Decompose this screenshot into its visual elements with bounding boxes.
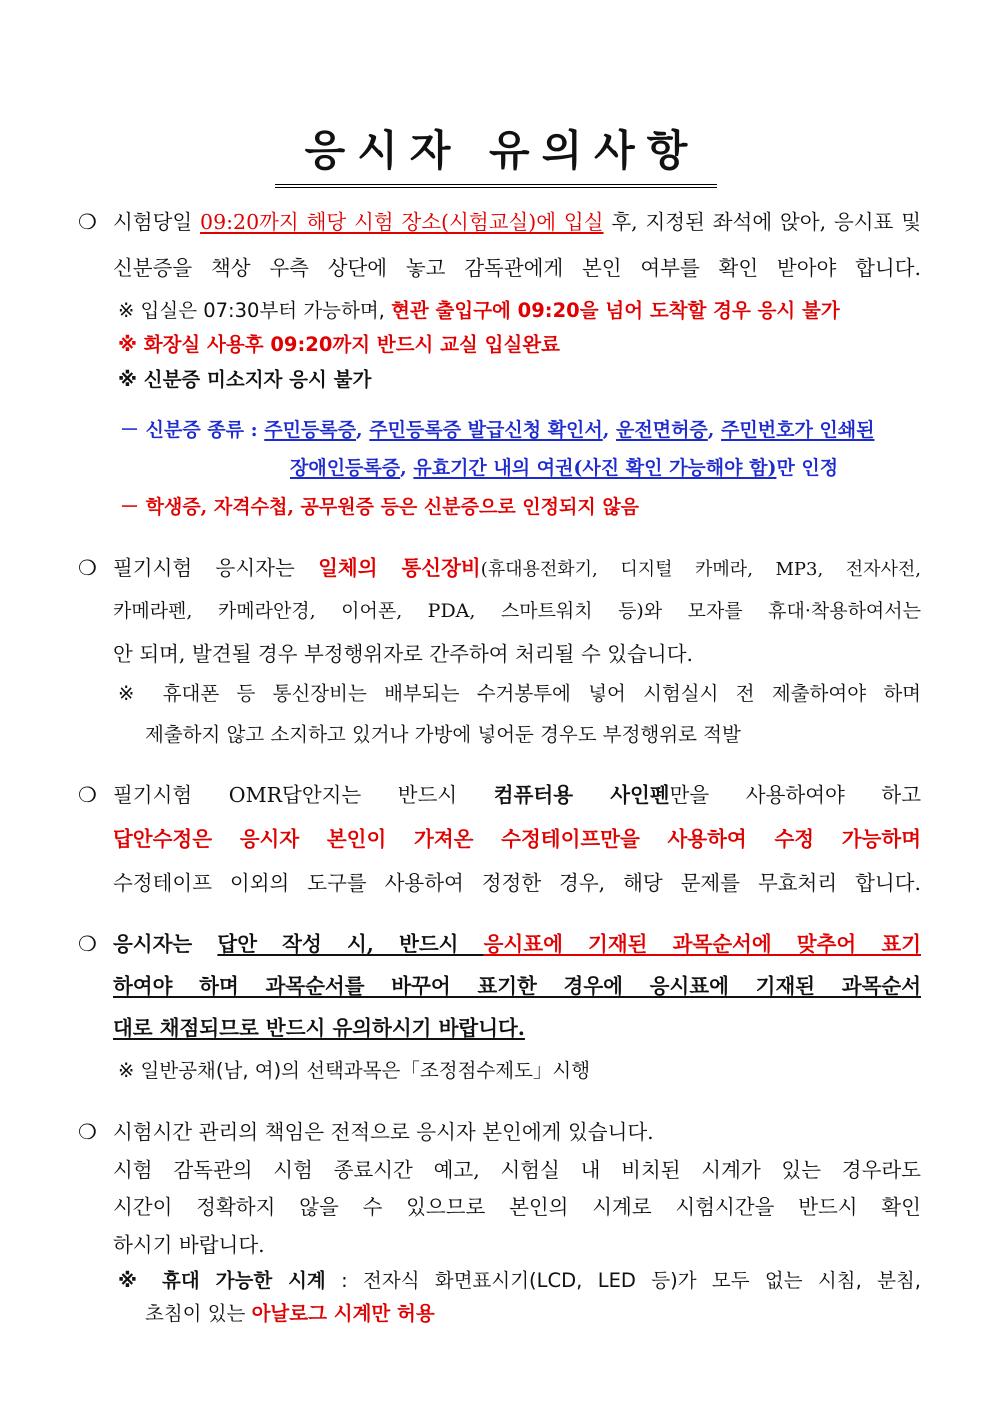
page-title	[0, 118, 992, 188]
bullet-circle-icon: ❍	[78, 932, 97, 956]
s2-line2: 카메라펜, 카메라안경, 이어폰, PDA, 스마트워치 등)와 모자를 휴대·착용하여서는	[113, 600, 921, 622]
s2-line3: 안 되며, 발견될 경우 부정행위자로 간주하여 처리될 수 있습니다.	[113, 642, 694, 666]
s4-line2: 하여야 하며 과목순서를 바꾸어 표기한 경우에 응시표에 기재된 과목순서	[113, 974, 921, 998]
bullet-circle-icon: ❍	[78, 556, 97, 580]
s1-note-restroom: ※ 화장실 사용후 09:20까지 반드시 교실 입실완료	[118, 333, 560, 356]
s1-note-entry-time: ※ 입실은 07:30부터 가능하며, 현관 출입구에 09:20을 넘어 도착할 경우 응시 불가	[118, 299, 840, 322]
s5-line1: 시험시간 관리의 책임은 전적으로 응시자 본인에게 있습니다.	[113, 1120, 654, 1144]
s4-line1: 응시자는 답안 작성 시, 반드시 응시표에 기재된 과목순서에 맞추어 표기	[113, 932, 922, 956]
s3-line2: 답안수정은 응시자 본인이 가져온 수정테이프만을 사용하여 수정 가능하며	[113, 827, 921, 851]
s2-note2: 제출하지 않고 소지하고 있거나 가방에 넣어둔 경우도 부정행위로 적발	[145, 723, 741, 746]
s5-line4: 하시기 바랍니다.	[113, 1233, 265, 1257]
s2-line1: 필기시험 응시자는 일체의 통신장비(휴대용전화기, 디지털 카메라, MP3, 전자사전,	[113, 556, 921, 580]
s4-note: ※ 일반공채(남, 여)의 선택과목은「조정점수제도」시행	[118, 1059, 591, 1082]
bullet-circle-icon: ❍	[78, 1120, 97, 1144]
s1-id-types: － 신분증 종류 : 주민등록증, 주민등록증 발급신청 확인서, 운전면허증, 주민번호가 인쇄된	[120, 419, 875, 441]
s5-line2: 시험 감독관의 시험 종료시간 예고, 시험실 내 비치된 시계가 있는 경우라도	[113, 1158, 921, 1182]
bullet-circle-icon: ❍	[78, 210, 97, 234]
s4-line3: 대로 채점되므로 반드시 유의하시기 바랍니다.	[113, 1016, 525, 1040]
s5-line3: 시간이 정확하지 않을 수 있으므로 본인의 시계로 시험시간을 반드시 확인	[113, 1195, 921, 1219]
title-text: 응시자 유의사항	[275, 118, 718, 188]
s2-note1: ※ 휴대폰 등 통신장비는 배부되는 수거봉투에 넣어 시험실시 전 제출하여야 하며	[118, 682, 921, 705]
s3-line1: 필기시험 OMR답안지는 반드시 컴퓨터용 사인펜만을 사용하여야 하고	[113, 783, 921, 807]
s1-note-id-required: ※ 신분증 미소지자 응시 불가	[118, 368, 372, 391]
s5-note1: ※ 휴대 가능한 시계 : 전자식 화면표시기(LCD, LED 등)가 모두 없는 시침, 분침,	[118, 1269, 921, 1292]
s5-note2: 초침이 있는 아날로그 시계만 허용	[145, 1302, 435, 1325]
s3-line3: 수정테이프 이외의 도구를 사용하여 정정한 경우, 해당 문제를 무효처리 합니다.	[113, 871, 921, 895]
bullet-circle-icon: ❍	[78, 783, 97, 807]
s1-not-accepted: － 학생증, 자격수첩, 공무원증 등은 신분증으로 인정되지 않음	[120, 496, 640, 518]
s1-line1: 시험당일 09:20까지 해당 시험 장소(시험교실)에 입실 후, 지정된 좌석에 앉아, 응시표 및	[113, 210, 921, 234]
s1-id-types-cont: 장애인등록증, 유효기간 내의 여권(사진 확인 가능해야 함)만 인정	[290, 457, 839, 479]
s1-line2: 신분증을 책상 우측 상단에 놓고 감독관에게 본인 여부를 확인 받아야 합니다.	[113, 256, 921, 280]
